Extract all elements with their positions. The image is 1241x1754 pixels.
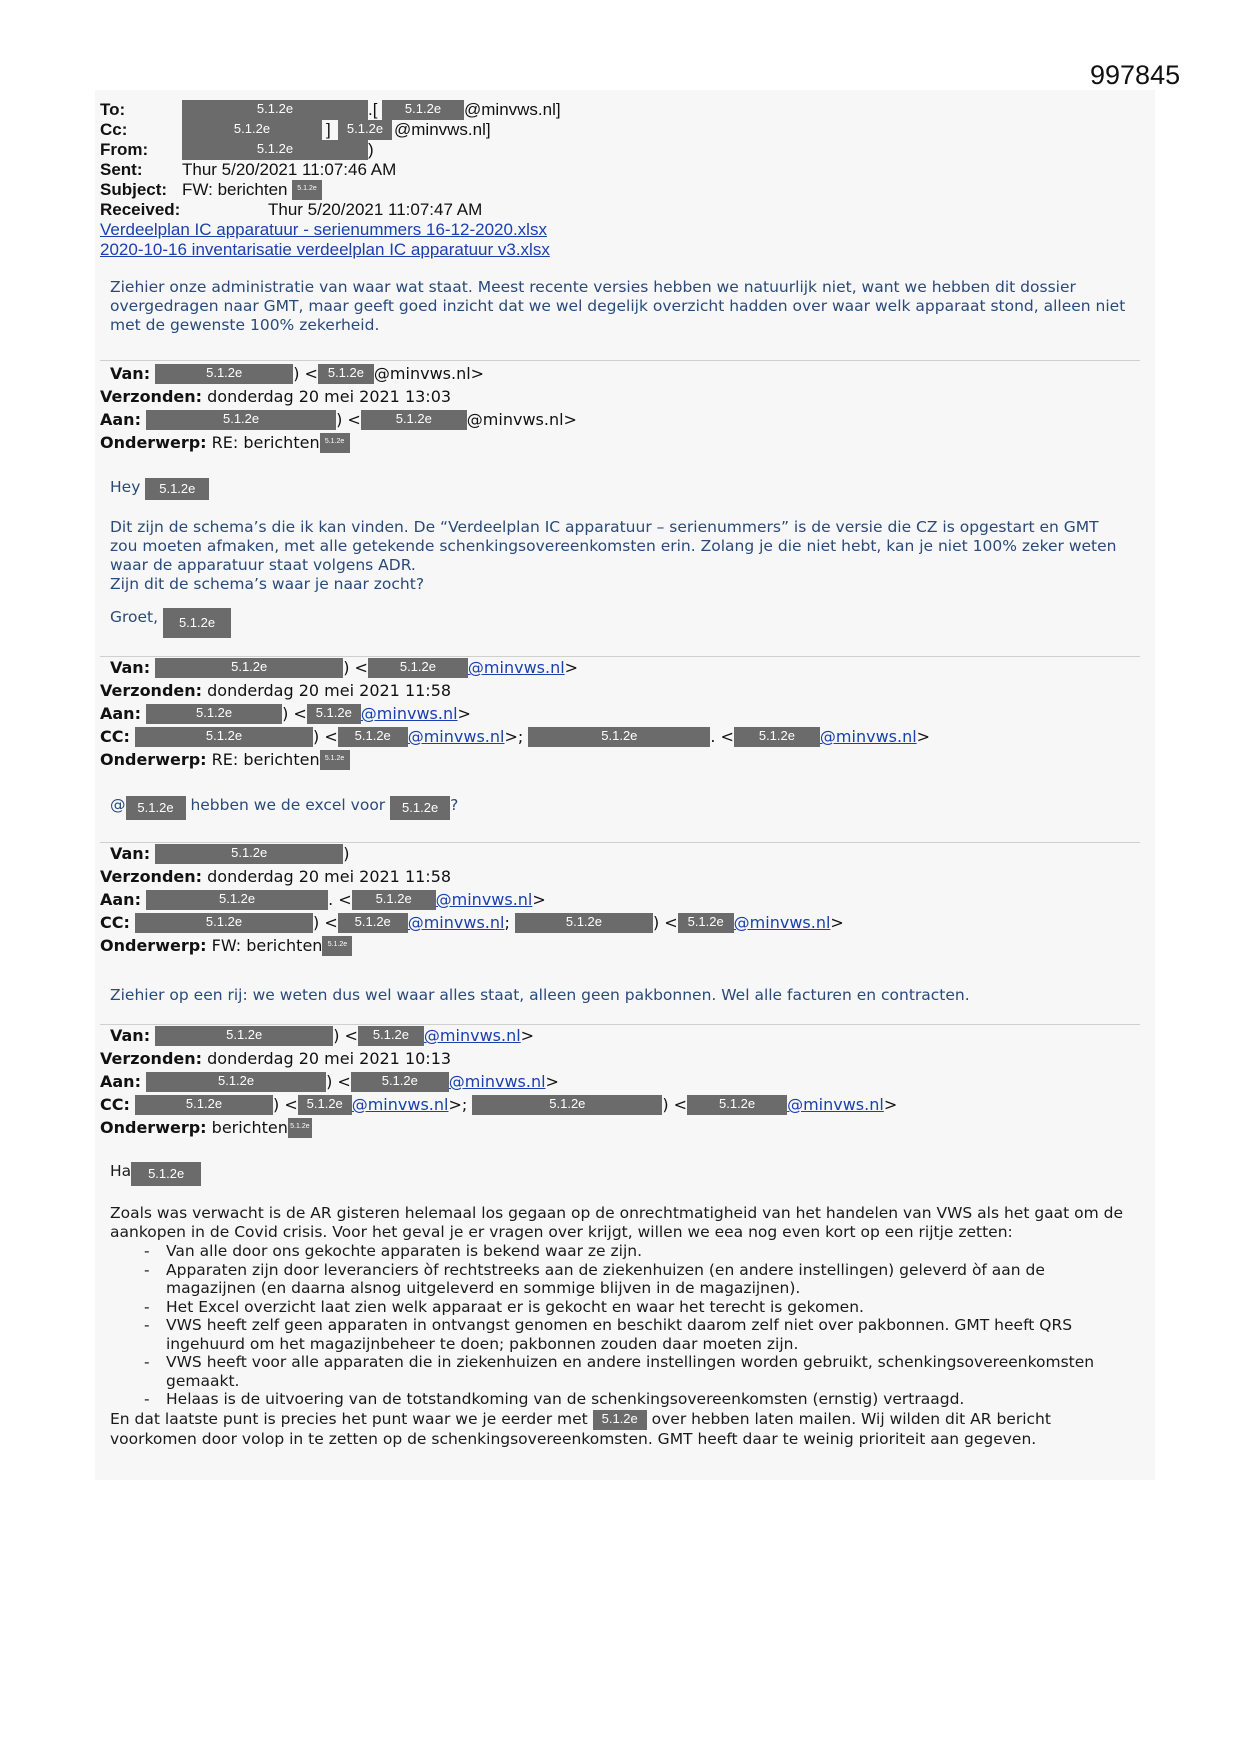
angle-open: ) < xyxy=(293,364,318,383)
redaction: 5.1.2e xyxy=(528,727,710,747)
angle-open: ) < xyxy=(652,913,678,932)
separator xyxy=(100,1024,1140,1025)
mail2-aan-row xyxy=(100,704,471,724)
mail1-onderwerp-row xyxy=(100,433,350,453)
angle-close: > xyxy=(830,913,844,932)
redaction: 5.1.2e xyxy=(338,913,408,933)
verzonden-value: donderdag 20 mei 2021 13:03 xyxy=(207,387,452,406)
onderwerp-value: RE: berichten xyxy=(211,433,320,452)
verzonden-label: Verzonden: xyxy=(100,867,203,886)
from-end: ) xyxy=(368,140,374,159)
mail1-aan-row xyxy=(100,410,577,430)
redaction: 5.1.2e xyxy=(155,364,293,384)
redaction: 5.1.2e xyxy=(318,364,374,384)
redaction: 5.1.2e xyxy=(288,1118,312,1138)
redaction: 5.1.2e xyxy=(390,796,450,820)
onderwerp-label: Onderwerp: xyxy=(100,433,207,452)
angle-open: ) < xyxy=(343,658,368,677)
redaction: 5.1.2e xyxy=(678,913,734,933)
email-link[interactable]: @minvws.nl xyxy=(819,727,917,746)
email-link[interactable]: @minvws.nl xyxy=(448,1072,546,1091)
mail4-verzonden-row xyxy=(100,1049,451,1069)
mail2-van-row xyxy=(110,658,578,678)
cc-label: CC: xyxy=(100,913,130,932)
cc-label: CC: xyxy=(100,1095,130,1114)
to-domain: @minvws.nl] xyxy=(464,100,561,119)
onderwerp-value: RE: berichten xyxy=(211,750,320,769)
redaction: 5.1.2e xyxy=(135,727,313,747)
intro-paragraph: Ziehier onze administratie van waar wat staat. Meest recente versies hebben we natuurlijk niet, want we hebben dit dossier overgedragen naar GMT, maar geeft goed inzicht dat we wel degelijk overzicht hadden over waar welk apparaat stond, alleen niet met de gewenste 100% zekerheid. xyxy=(110,278,1126,334)
greeting-text: Hey xyxy=(110,478,141,496)
angle-close: > xyxy=(457,704,471,723)
mail4-bullet-list xyxy=(110,1242,1130,1409)
document-id: 997845 xyxy=(1090,60,1181,90)
mail2-cc-row xyxy=(100,727,930,747)
mail2-body xyxy=(110,796,458,820)
angle-open: . < xyxy=(328,890,352,909)
subject-value: FW: berichten xyxy=(182,180,288,199)
verzonden-label: Verzonden: xyxy=(100,387,203,406)
redaction: 5.1.2e xyxy=(146,410,336,430)
mail4-intro: Zoals was verwacht is de AR gisteren helemaal los gegaan op de onrechtmatigheid van het handelen van VWS als het gaat om de aankopen in de Covid crisis. Voor het geval je er vragen over krijgt, willen we eea nog even kort op een rijtje zetten: xyxy=(110,1204,1124,1241)
redaction: 5.1.2e xyxy=(298,1095,352,1115)
email-domain: @minvws.nl> xyxy=(466,410,577,429)
redaction: 5.1.2e xyxy=(146,1072,326,1092)
redaction: 5.1.2e xyxy=(155,1026,333,1046)
angle-open: ) < xyxy=(662,1095,688,1114)
mail3-cc-row xyxy=(100,913,844,933)
email-link[interactable]: @minvws.nl xyxy=(360,704,458,723)
cc-separator: ] xyxy=(326,120,331,139)
subject-label: Subject: xyxy=(100,180,168,199)
mail2-onderwerp-row xyxy=(100,750,350,770)
redaction: 5.1.2e xyxy=(593,1410,647,1430)
angle-close: > xyxy=(532,890,546,909)
list-item: - Het Excel overzicht laat zien welk apparaat er is gekocht en waar het terecht is gekomen. xyxy=(110,1298,1130,1317)
list-item: - Van alle door ons gekochte apparaten is bekend waar ze zijn. xyxy=(110,1242,1130,1261)
body-text: hebben we de excel voor xyxy=(190,796,386,814)
separator xyxy=(100,656,1140,657)
final-text-b: over hebben laten mailen. Wij wilden dit AR bericht voorkomen door volop in te zetten op de schenkingsovereenkomsten. GMT heeft daar te weinig prioriteit aan gegeven. xyxy=(110,1410,1051,1448)
angle-open: ) < xyxy=(333,1026,358,1045)
angle-close: > xyxy=(564,658,579,677)
redaction: 5.1.2e xyxy=(472,1095,662,1115)
attachment-link-1[interactable]: Verdeelplan IC apparatuur - serienummers 16-12-2020.xlsx xyxy=(100,220,547,239)
redaction: 5.1.2e xyxy=(382,100,464,120)
angle-close: > xyxy=(520,1026,535,1045)
angle-close: > xyxy=(448,1095,462,1114)
van-label: Van: xyxy=(110,1026,151,1045)
mail4-aan-row xyxy=(100,1072,559,1092)
final-text-a: En dat laatste punt is precies het punt waar we je eerder met xyxy=(110,1410,588,1428)
semicolon: ; xyxy=(517,727,524,746)
verzonden-label: Verzonden: xyxy=(100,1049,203,1068)
cc-domain: @minvws.nl] xyxy=(394,120,491,139)
redaction: 5.1.2e xyxy=(322,936,352,956)
email-link[interactable]: @minvws.nl xyxy=(787,1095,884,1114)
to-label: To: xyxy=(100,100,126,119)
aan-label: Aan: xyxy=(100,704,141,723)
email-link[interactable]: @minvws.nl xyxy=(351,1095,449,1114)
angle-close: > xyxy=(883,1095,898,1114)
redaction: 5.1.2e xyxy=(368,658,468,678)
angle-close: > xyxy=(545,1072,559,1091)
onderwerp-label: Onderwerp: xyxy=(100,750,207,769)
email-link[interactable]: @minvws.nl xyxy=(435,890,533,909)
received-value: Thur 5/20/2021 11:07:47 AM xyxy=(268,200,483,219)
redaction: 5.1.2e xyxy=(145,478,209,500)
mail4-greeting xyxy=(110,1162,201,1186)
mail1-question: Zijn dit de schema’s waar je naar zocht? xyxy=(110,575,425,593)
onderwerp-value: FW: berichten xyxy=(211,936,323,955)
cc-label: Cc: xyxy=(100,120,128,139)
redaction: 5.1.2e xyxy=(734,727,820,747)
van-label: Van: xyxy=(110,658,151,677)
redaction: 5.1.2e xyxy=(163,608,231,638)
redaction: 5.1.2e xyxy=(358,1026,424,1046)
angle-open: ) < xyxy=(336,410,361,429)
email-link[interactable]: @minvws.nl xyxy=(467,658,565,677)
list-item: - VWS heeft voor alle apparaten die in ziekenhuizen en andere instellingen worden gebruikt, schenkingsovereenkomsten gemaakt. xyxy=(110,1353,1130,1390)
redaction: 5.1.2e xyxy=(182,140,368,160)
angle-open: ) < xyxy=(282,704,307,723)
redaction: 5.1.2e xyxy=(146,890,328,910)
redaction: 5.1.2e xyxy=(320,750,350,770)
onderwerp-label: Onderwerp: xyxy=(100,1118,207,1137)
mail1-body: Dit zijn de schema’s die ik kan vinden. De “Verdeelplan IC apparatuur – serienummers” is de versie die CZ is opgestart en GMT zou moeten afmaken, met alle getekende schenkingsovereenkomsten erin. Zolang je die niet hebt, kan je niet 100% zeker weten waar de apparatuur staat volgens ADR. xyxy=(110,518,1117,574)
list-item: - Apparaten zijn door leveranciers òf rechtstreeks aan de ziekenhuizen (en andere instellingen) geleverd òf aan de magazijnen (en daarna alsnog uitgeleverd en sommige blijven in de magazijnen). xyxy=(110,1261,1130,1298)
redaction: 5.1.2e xyxy=(338,120,392,140)
redaction: 5.1.2e xyxy=(307,704,361,724)
greeting-text: Ha xyxy=(110,1162,132,1180)
mail4-van-row xyxy=(110,1026,534,1046)
redaction: 5.1.2e xyxy=(146,704,282,724)
redaction: 5.1.2e xyxy=(155,658,343,678)
sent-label: Sent: xyxy=(100,160,143,179)
aan-label: Aan: xyxy=(100,410,141,429)
mail1-closing xyxy=(110,608,231,638)
redaction: 5.1.2e xyxy=(338,727,408,747)
mail1-van-row xyxy=(110,364,484,384)
angle-close: > xyxy=(504,727,518,746)
redaction: 5.1.2e xyxy=(515,913,653,933)
onderwerp-value: berichten xyxy=(211,1118,288,1137)
redaction: 5.1.2e xyxy=(320,433,350,453)
redaction: 5.1.2e xyxy=(687,1095,787,1115)
to-separator: .[ xyxy=(368,100,378,119)
paren-close: ) xyxy=(343,844,350,863)
verzonden-value: donderdag 20 mei 2021 10:13 xyxy=(207,1049,452,1068)
sent-value: Thur 5/20/2021 11:07:46 AM xyxy=(182,160,397,179)
angle-open: ) < xyxy=(312,913,338,932)
mail3-body: Ziehier op een rij: we weten dus wel waar alles staat, alleen geen pakbonnen. Wel alle facturen en contracten. xyxy=(110,986,970,1004)
email-link[interactable]: @minvws.nl xyxy=(423,1026,521,1045)
mail1-verzonden-row xyxy=(100,387,451,407)
semicolon: ; xyxy=(461,1095,468,1114)
redaction: 5.1.2e xyxy=(292,180,322,200)
list-item: - VWS heeft zelf geen apparaten in ontvangst genomen en beschikt daarom zelf niet over pakbonnen. GMT heeft QRS ingehuurd om het magazijnbeheer te doen; pakbonnen zouden daar moeten zijn. xyxy=(110,1316,1130,1353)
email-link[interactable]: @minvws.nl xyxy=(733,913,831,932)
redaction: 5.1.2e xyxy=(352,890,436,910)
angle-open: . < xyxy=(710,727,734,746)
mail3-onderwerp-row xyxy=(100,936,352,956)
mail3-verzonden-row xyxy=(100,867,451,887)
email-link[interactable]: @minvws.nl xyxy=(407,913,505,932)
list-item: - Helaas is de uitvoering van de totstandkoming van de schenkingsovereenkomsten (ernstig) vertraagd. xyxy=(110,1390,1130,1409)
redaction: 5.1.2e xyxy=(155,844,343,864)
aan-label: Aan: xyxy=(100,890,141,909)
redaction: 5.1.2e xyxy=(131,1162,201,1186)
angle-close: > xyxy=(916,727,931,746)
separator xyxy=(100,842,1140,843)
van-label: Van: xyxy=(110,364,151,383)
question-mark: ? xyxy=(450,796,459,814)
mail4-cc-row xyxy=(100,1095,897,1115)
closing-text: Groet, xyxy=(110,608,159,626)
email-domain: @minvws.nl> xyxy=(373,364,485,383)
verzonden-value: donderdag 20 mei 2021 11:58 xyxy=(207,867,452,886)
at-sign: @ xyxy=(110,796,126,814)
separator xyxy=(100,360,1140,361)
aan-label: Aan: xyxy=(100,1072,141,1091)
onderwerp-label: Onderwerp: xyxy=(100,936,207,955)
redaction: 5.1.2e xyxy=(361,410,467,430)
mail3-van-row xyxy=(110,844,349,864)
cc-label: CC: xyxy=(100,727,130,746)
angle-open: ) < xyxy=(312,727,338,746)
mail1-greeting xyxy=(110,478,209,500)
email-link[interactable]: @minvws.nl xyxy=(407,727,505,746)
verzonden-value: donderdag 20 mei 2021 11:58 xyxy=(207,681,452,700)
angle-open: ) < xyxy=(272,1095,298,1114)
mail3-aan-row xyxy=(100,890,546,910)
from-label: From: xyxy=(100,140,149,159)
verzonden-label: Verzonden: xyxy=(100,681,203,700)
redaction: 5.1.2e xyxy=(182,100,368,120)
redaction: 5.1.2e xyxy=(135,1095,273,1115)
mail4-onderwerp-row xyxy=(100,1118,312,1138)
attachment-link-2[interactable]: 2020-10-16 inventarisatie verdeelplan IC apparatuur v3.xlsx xyxy=(100,240,550,259)
received-label: Received: xyxy=(100,200,181,219)
redaction: 5.1.2e xyxy=(182,120,322,140)
mail4-final xyxy=(110,1410,1130,1449)
redaction: 5.1.2e xyxy=(351,1072,449,1092)
redaction: 5.1.2e xyxy=(135,913,313,933)
redaction: 5.1.2e xyxy=(126,796,186,820)
mail2-verzonden-row xyxy=(100,681,451,701)
van-label: Van: xyxy=(110,844,151,863)
semicolon: ; xyxy=(504,913,510,932)
angle-open: ) < xyxy=(326,1072,351,1091)
